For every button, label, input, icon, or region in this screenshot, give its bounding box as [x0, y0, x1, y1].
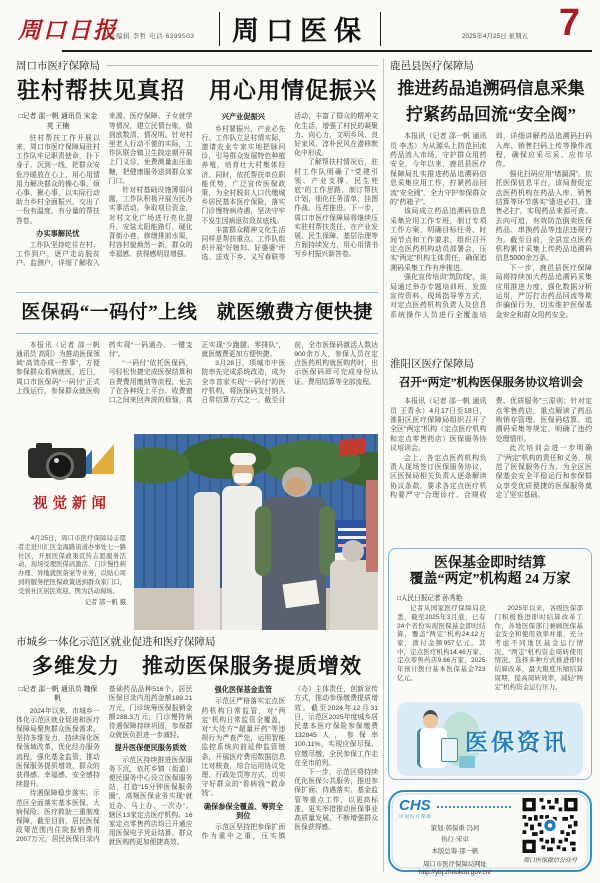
article-kicker	[16, 634, 378, 649]
photo-woman-sleeve	[255, 506, 271, 576]
article-village-assistance	[16, 58, 378, 288]
article-paragraph: 待遇保障稳步落实。示范区全面落实基本医保、大病保险、医疗救助三重制度保障，截至目前，居民医保政策范围内住院报销费用2007万元，居民医保目录内基础药品品种516个，居民医保目录内用药金额189.21万元，门诊统筹医保报销金额288.3万元，门诊慢特病待遇保障持续巩固，参保群众就医负担进一步减轻。	[16, 686, 193, 844]
article-paragraph: 本报讯（记者 邵一帆 通讯员 李杰）为从源头上防范回流药品流入市场，守护群众用药安全，今年以来，鹿邑县医疗保障局扎实推进药品追溯码信息采集应用工作，拧紧药品回流“安全阀”，全力守护参保群众的“药箱子”。	[390, 133, 487, 206]
kicker-label: 周口市医疗保障局	[16, 60, 100, 72]
news-photo	[134, 434, 378, 630]
camera-lens	[46, 452, 74, 480]
article-instant-settlement-box	[388, 548, 592, 780]
article-body	[16, 685, 378, 869]
date-line: 2025年4月25日 星期五	[461, 33, 528, 40]
banner-title: 医保资讯	[465, 730, 569, 756]
qr-code	[521, 798, 579, 853]
article-kicker	[390, 58, 592, 73]
article-kicker	[16, 58, 378, 73]
website-url: http://ybj.zhoukou.gov.cn/	[419, 868, 491, 876]
article-paragraph: 此次培训会进一步明确了“两定”机构的责任和义务，规范了医保服务行为，为全区医保基金安全平稳运行和参保群众享受优质便捷的医保服务奠定了坚实基础。	[495, 445, 592, 500]
article-paragraph: 记者从国家医疗保障局获悉，截至2025年3月底，已有24个省份实现医保基金即时结算，覆盖“两定”机构24.12万家，拨付金额957亿元。其中，定点医疗机构14.46万家、定点零售药店9.66万家，2025年预计拨付基本医保基金723亿元。	[397, 605, 486, 682]
article-yibao-code-pay	[16, 292, 378, 428]
qr-block	[519, 798, 581, 864]
article-headline: 召开“两定”机构医保服务协议培训会	[399, 377, 583, 389]
photo-woman-vest	[262, 497, 326, 630]
visual-news-block	[16, 434, 378, 630]
footer-credits-box	[388, 790, 592, 876]
article-paragraph: 本报讯（记者 邵一帆 通讯员 王青永）4月17日至18日，淮阳区医疗保障局组织召开了全区“两定”机构（定点医疗机构和定点零售药店）医保服务协议培训会。	[390, 398, 487, 453]
article-paragraph: “一码付”依托医保码，可轻松快捷完成医保结算和自费费用缴纳等流程，免去了在各种线上平台、收费窗口之间来回奔波的烦恼，真正实现“少跑腿、零排队”，就医缴费更加方便快捷。	[108, 341, 286, 405]
visual-news-sidebar	[16, 434, 128, 630]
visual-news-label: 视觉新闻	[33, 496, 111, 512]
article-paragraph: 3月28日，项城市中医院率先完成系统改造，成为全市首家实现“一码付”的医疗机构，将医保码支付纳入日常结算方式之一。截至目前，全市医保码激活人数达900余万人，参保人员在定点医药机构就医购药时，出示医保码即可完成身份认证、费用结算等全部流程。	[201, 341, 378, 405]
article-paragraph: 丰富群众精神文化生活同样是帮扶重点。工作队组织开展“好媳妇、好婆婆”评选、送戏下乡、义写春联等活动，丰富了群众的精神文化生活，增强了村民的凝聚力、向心力，文明乡风、良好家风、淳朴民风在潜移默化中形成。	[201, 113, 378, 262]
article-body	[397, 605, 583, 697]
article-paragraph: 示范区坚持把参保扩面作为重中之重，压实镇（办）主体责任，创新宣传方式，推动参保缴费提质增效。截至2024年12月31日，示范区2025年度城乡居民基本医疗保险参保缴费132845人，参保率100.11%，实现应保尽保、应缴尽缴，全民参保工作走在全市前列。	[201, 686, 378, 841]
article-paragraph: 本报讯（记者 邵一帆 通讯员 高阳）为推动医保领域“高效办成一件事”，方便参保群众看病就医，近日，周口市医保码“一码付”正式上线运行，参保群众就医购药实现“一码通办、一键支付”。	[16, 341, 193, 395]
photo-woman-leaflet	[282, 580, 319, 608]
credit-line: 本版总筹·邵一帆	[431, 847, 479, 855]
page-number: 7	[558, 2, 580, 44]
article-subhead: 办实事解民忧	[36, 228, 80, 238]
section-masthead	[219, 9, 381, 48]
article-paragraph: 强化扫码应用“堵漏洞”。依托医保信息平台，该局督促定点医药机构在药品入库、销售结算等环节落实“逢进必扫、逢售必扫”，实现药品来源可查、去向可追，有效防范倒卖医保药品、串换药品等违法违规行为。截至目前，全县定点医药机构累计采集上传药品追溯码信息5000余万条。	[495, 170, 592, 263]
article-paragraph: 示范区持续推进医保服务下沉，依托乡镇（街道）便民服务中心设立医保服务站，打造“15分钟医保服务圈”，高频医保业务实现“就近办、马上办、一次办”。辖区13家定点医疗机构、16家定点零售药店均已开通应用医保电子凭证结算，群众就医购药更加便捷高效。	[108, 756, 193, 847]
credits-list	[399, 820, 511, 855]
header-rule	[62, 50, 592, 52]
chs-logo-text: CHS	[399, 797, 431, 814]
article-headline-line1: 医保基金即时结算	[434, 556, 546, 571]
article-byline: □记者 邵一帆 通讯员 魏保帆	[18, 686, 98, 703]
photo-red-flag	[340, 437, 366, 456]
kicker-label: 鹿邑县医疗保障局	[390, 60, 474, 72]
article-paragraph: 针对村基础设施薄弱问题，工作队积极开展为民办实事活动，争取项目资金，对村文化广场进行亮化提升，安装太阳能路灯，硬化背街小巷，修缮排前水渠，村容村貌焕然一新，群众的幸福感、获得感明显增强。	[108, 187, 193, 259]
credits-column	[399, 797, 511, 876]
article-paragraph: 2025年以来，各级医保部门积极推进即时结算改革工作，各地医保部门兼顾医保基金安全和使用效率并重，充分考虑不同地区基金运行情况、“两定”机构资金周转使用情况，选择多种方式推进即时结算改革，最大限度压缩结算周期，提高周转效率，减轻“两定”机构资金运行压力。	[494, 605, 583, 691]
article-headline: 医保码“一码付”上线 就医缴费方便快捷	[21, 302, 373, 323]
column-divider-rule	[383, 58, 384, 872]
banner-text-stripe	[338, 528, 368, 531]
article-body	[390, 132, 592, 336]
photo-woman-face	[286, 478, 306, 495]
headline-box	[16, 292, 378, 334]
article-kicker	[390, 356, 592, 371]
qr-caption: 周口医保微信公众号	[522, 858, 577, 864]
article-paragraph: 下一步，鹿邑县医疗保障局将持续加大药品追溯码采集应用推进力度，强化数据分析运用，严厉打击药品回流等欺诈骗保行为，切实维护医保基金安全和群众用药安全。	[495, 264, 592, 319]
banner-doctor-head	[423, 710, 438, 729]
article-byline: □记者 邵一帆 通讯员 宋金英 王楠	[18, 113, 98, 130]
article-paragraph: 乡村要振兴，产业必先行。工作队立足村情实际，邀请农业专家实地把脉问诊，引导群众发展特色种植养殖，培育壮大村集体经济。同时，依托帮扶单位职能优势，广泛宣传医保政策，为全村脱贫人口代缴城乡居民基本医疗保险，落实门诊慢特病待遇，坚决守牢不发生因病返贫致贫底线。	[201, 125, 286, 225]
photo-volunteer-mask	[234, 473, 252, 483]
article-subhead: 兴产业促振兴	[221, 112, 265, 122]
article-headline-line2: 拧紧药品回流“安全阀”	[406, 104, 576, 124]
section-title: 周口医保	[232, 16, 368, 46]
article-paragraph: 驻村帮扶工作开展以来，周口市医疗保障局驻村工作队牢记职责使命，扑下身子、沉到一线，把群众安危冷暖放在心上，用心用情用力解决群众的操心事、烦心事、揪心事，以实际行动助力乡村全面振兴，交出了一份有温度、有分量的帮扶答卷。	[16, 134, 100, 225]
newspaper-logo: 周口日报	[18, 18, 118, 43]
article-drug-trace-code	[390, 58, 592, 354]
kicker-label: 淮阳区医疗保障局	[390, 358, 474, 370]
credit-line: 策划·韩保重 冯珂	[430, 824, 480, 832]
credit-line: 执行·宋卓	[441, 836, 469, 843]
article-body	[390, 397, 592, 537]
camera-illustration	[26, 436, 118, 484]
chs-logo	[399, 798, 432, 820]
kicker-label: 市城乡一体化示范区就业促进和医疗保障局	[16, 636, 216, 648]
masthead-rule-right	[380, 12, 381, 46]
masthead-rule-left	[219, 12, 220, 46]
photo-elder-head	[342, 540, 364, 562]
photo-volunteer-cap	[230, 453, 256, 465]
banner-text-stripe	[338, 536, 368, 539]
article-paragraph: 示范区严格落实定点医药机构日常监管，对“两定”机构日常监管全覆盖，对“大处方”“超量开药”等违规行为严查严处，运用智能监控系统向前延伸监管链条，开展医疗费用数据信息比对核查，综合运用协议处理、行政处罚等方式，切实守好群众的“看病钱”“救命钱”。	[201, 698, 286, 798]
article-paragraph: 工作队坚持吃住在村、工作到户，逐户走访脱贫户、监测户，详细了解收入来源、医疗保障、子女就学等情况，建立民情台账，做到底数清、情况明。针对村里老人行动不便的实际，工作队联合镇卫生院定期开展上门义诊，免费测量血压血糖，把健康服务送到群众家门口。	[16, 113, 193, 268]
editor-contact-line: 责任编辑·李哲 电话·6399503	[102, 33, 195, 40]
credit-line: 记者 邵一帆 摄	[84, 598, 126, 606]
article-headline: 多维发力 推动医保服务提质增效	[32, 654, 362, 678]
website-label: 周口市医疗保障局网址	[423, 860, 487, 868]
chs-logo-subtext: 中国医疗保障	[399, 814, 432, 819]
banner-clipboard	[441, 738, 458, 762]
article-paragraph: 下一步，示范区将持续优化医保公共服务，推进参保扩面、待遇落实、基金监管等重点工作，以更高标准、更实举措推动医保事业高质量发展，不断增强群众医保获得感。	[294, 768, 378, 832]
kicker-rule	[106, 65, 378, 66]
article-body	[16, 112, 378, 282]
dotted-rule	[437, 806, 511, 808]
article-headline: 驻村帮扶见真招 用心用情促振兴	[17, 78, 377, 103]
article-training-meeting	[390, 356, 592, 546]
article-paragraph: 强化宣传培训“筑防线”。该局通过举办专题培训班、发放宣传资料、现场指导等方式，对定点医药机构负责人及信息系统操作人员进行全覆盖培训，详细讲解药品追溯码扫码入库、销售扫码上传等操作流程，确保应采尽采、应传尽传。	[390, 133, 592, 319]
article-paragraph: 2024年以来，市城乡一体化示范区就业促进和医疗保障局聚焦群众医保需求，坚持多维发力，持续深化医保领域改革，优化经办服务流程，强化基金监管，推动医保服务提质增效，群众的获得感、幸福感、安全感持续提升。	[16, 707, 100, 789]
article-subhead: 强化医保基金监管	[214, 685, 273, 695]
photo-volunteer-2	[194, 492, 220, 630]
banner-medkit	[459, 756, 475, 768]
yibao-news-banner	[397, 702, 583, 776]
camera-flash	[36, 443, 52, 450]
article-body	[16, 341, 378, 421]
article-byline: □人民日报记者 孙秀艳	[397, 595, 463, 603]
photo-person-right	[366, 480, 378, 572]
article-subhead: 确保参保全覆盖、筹资全到位	[203, 801, 283, 820]
camera-lens-glint	[54, 458, 59, 463]
article-subhead: 提升医保便民服务质效	[114, 743, 187, 753]
article-headline-line2: 覆盖“两定”机构超 24 万家	[409, 572, 571, 588]
article-multi-dimension-service	[16, 634, 378, 880]
article-paragraph: 4月25日，周口市医疗保障局志愿者走进川汇区金海路街道办事处七一路社区，开展医保政策宣传志愿服务活动，现场受理医保码激活、门诊慢性病办理、异地就医备案等业务，以贴心周到的服务把医保政策送到群众家门口，受到社区居民欢迎。图为活动现场。	[18, 535, 126, 595]
article-paragraph: 会上，各定点医药机构负责人现场签订医保服务协议，区医保局相关负责人逐条解读协议条款，要求各定点医疗机构要严守“合理诊疗、合规收费、优质服务”三原则；针对定点零售药店，重点解读了药品购销存管理、医保码结算、追溯码采集等规定，明确了违约处理情形。	[390, 398, 592, 500]
article-paragraph: 该局成立药品追溯码信息采集应用工作专班，制订专项工作方案，明确目标任务、时间节点和工作要求，组织召开定点医药机构动员部署会，压实“两定”机构主体责任，确保追溯码采集工作有序推进。	[390, 208, 487, 272]
article-headline-line1: 推进药品追溯码信息采集	[397, 79, 585, 98]
photo-caption	[16, 535, 128, 639]
chs-logo-row	[399, 798, 511, 820]
article-paragraph: 了解帮扶村情况后，驻村工作队明确了“党建引领、产业支撑、民生兜底”的工作思路，制订帮扶计划，细化任务清单，挂图作战、压茬推进。下一步，周口市医疗保障局将继续压实驻村帮扶责任，在产业发展、民生保障、基层治理等方面持续发力，用心用情书写乡村振兴新答卷。	[294, 159, 378, 259]
